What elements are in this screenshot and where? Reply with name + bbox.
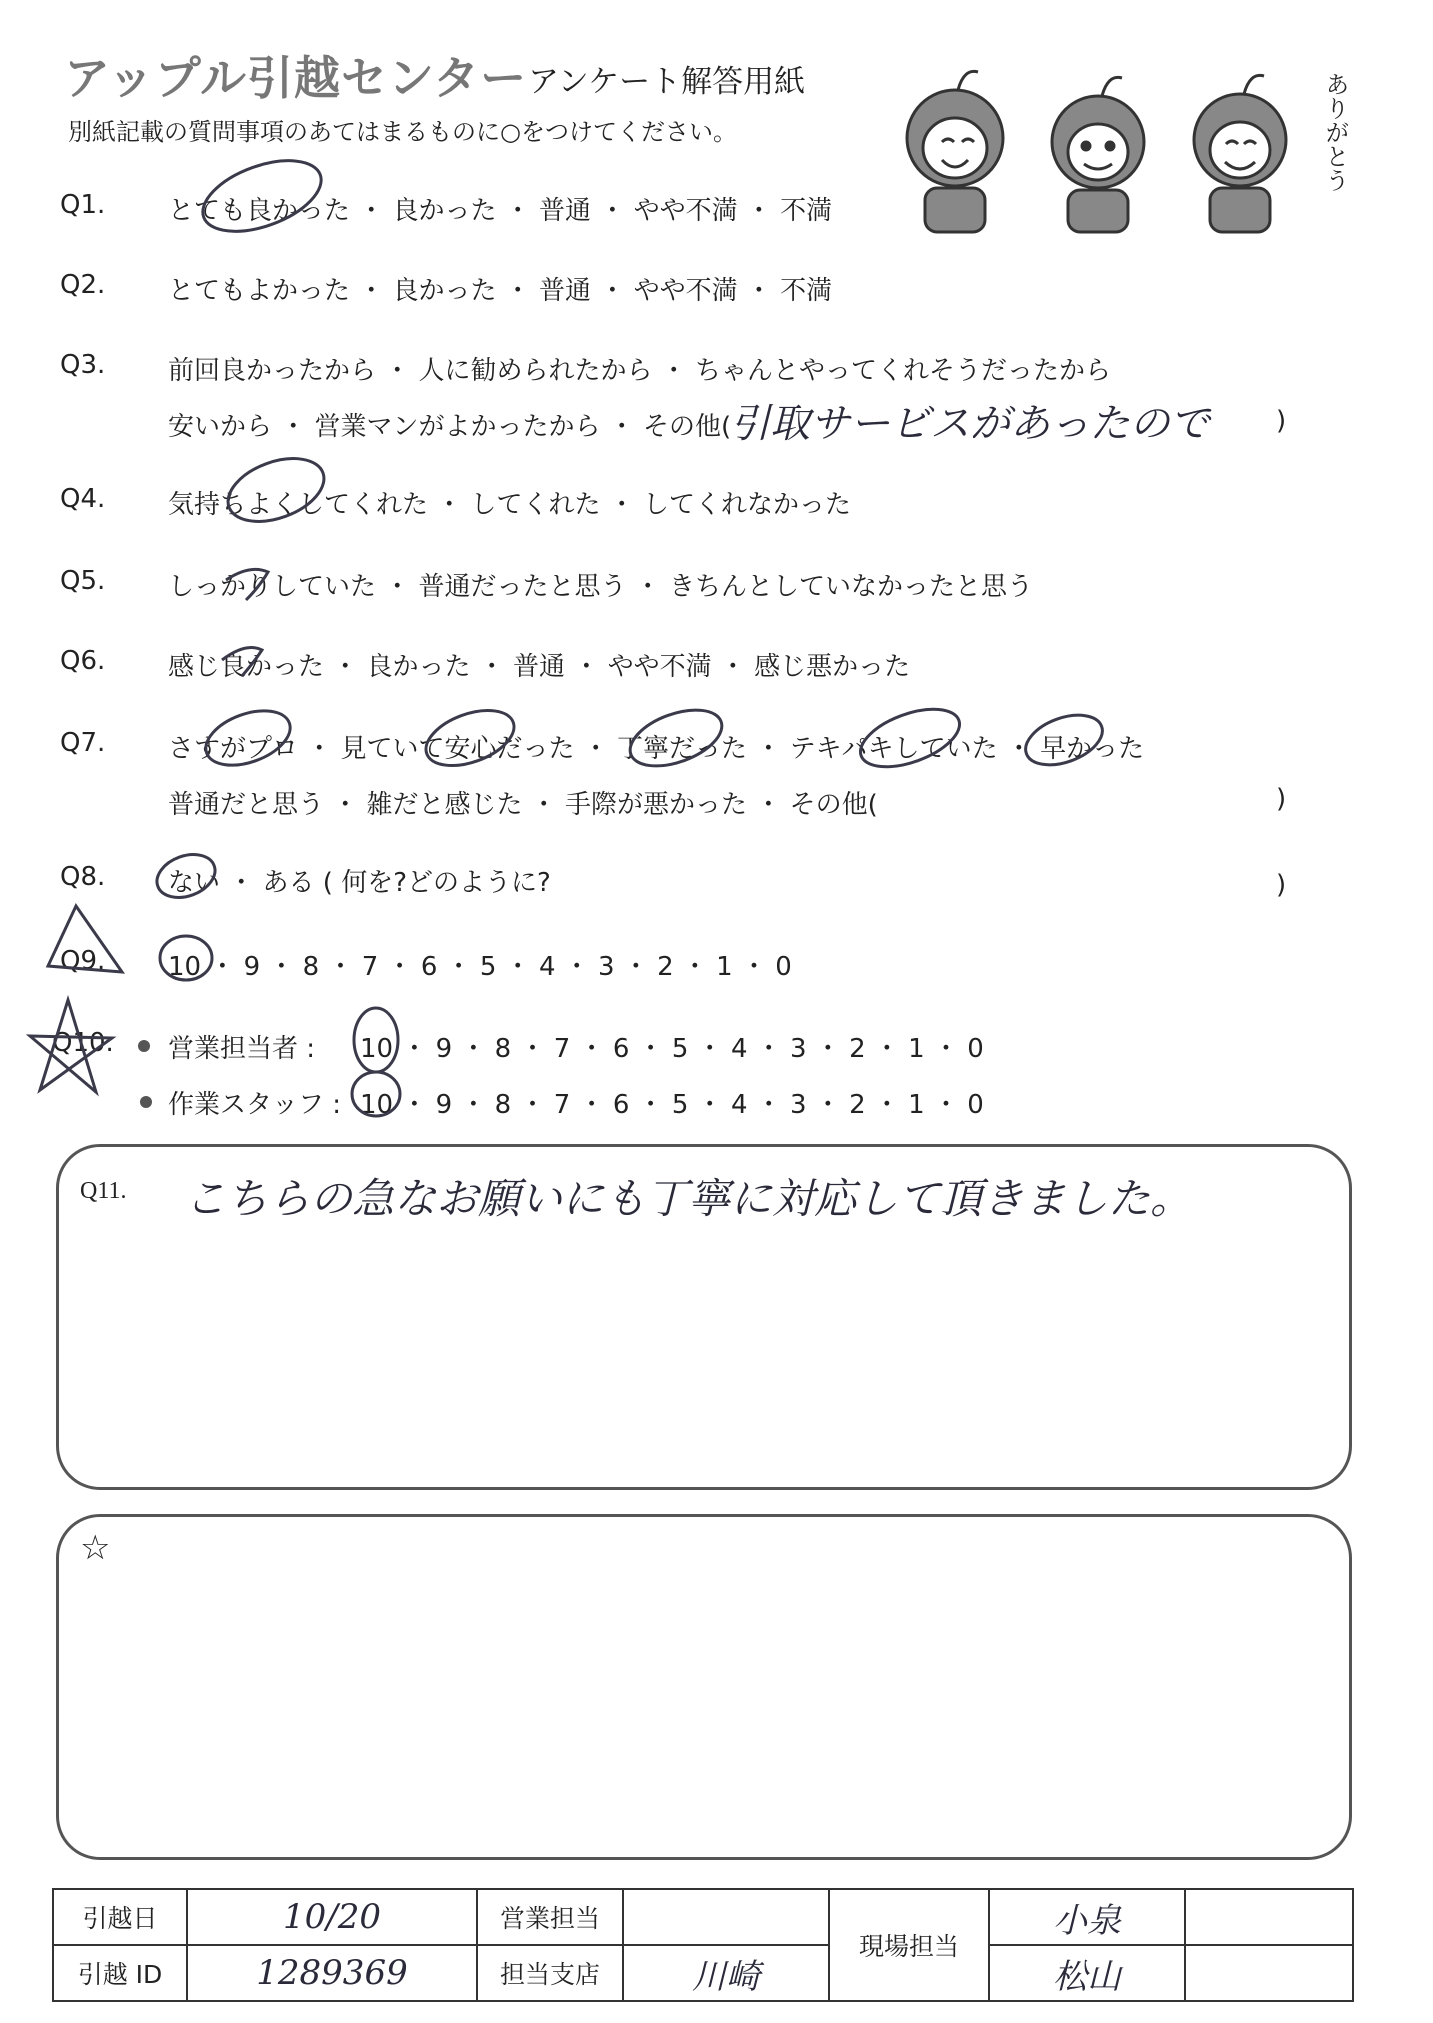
q6-label: Q6. — [60, 646, 106, 676]
q7-circle-3 — [623, 699, 730, 777]
q4-label: Q4. — [60, 484, 106, 514]
q8-options[interactable]: ない ・ ある ( 何を?どのように? — [168, 868, 551, 898]
q7-circle-4 — [853, 698, 967, 779]
q3-options-line2[interactable]: 安いから ・ 営業マンがよかったから ・ その他( — [168, 412, 732, 442]
move-id-value[interactable]: 1289369 — [187, 1945, 477, 2001]
move-id-label: 引越 ID — [53, 1945, 187, 2001]
move-date-label: 引越日 — [53, 1889, 187, 1945]
q3-options-line1[interactable]: 前回良かったから ・ 人に勧められたから ・ ちゃんとやってくれそうだったから — [168, 356, 1112, 386]
mascot-caption: ありがとう — [1321, 72, 1349, 192]
q7-close-paren: ) — [1276, 784, 1287, 814]
company-title: アップル引越センター — [64, 51, 528, 105]
q2-options[interactable]: とてもよかった ・ 良かった ・ 普通 ・ やや不満 ・ 不満 — [168, 276, 833, 306]
sales-rep-value[interactable] — [623, 1889, 829, 1945]
q10-staff-circle — [352, 1072, 400, 1116]
star-icon: ☆ — [80, 1528, 111, 1568]
q7-circle-2 — [419, 700, 522, 777]
q1-label: Q1. — [60, 190, 106, 220]
q9-answer-circle — [160, 936, 212, 980]
q3-other-handwriting: 引取サービスがあったので — [730, 401, 1210, 447]
q6-options[interactable]: 感じ良かった ・ 良かった ・ 普通 ・ やや不満 ・ 感じ悪かった — [168, 652, 911, 682]
q1-answer-circle — [193, 147, 330, 246]
instruction-text: 別紙記載の質問事項のあてはまるものに○をつけてください。 — [68, 118, 737, 146]
q10-sales-scale[interactable]: 10 ・ 9 ・ 8 ・ 7 ・ 6 ・ 5 ・ 4 ・ 3 ・ 2 ・ 1 ・ 0 — [360, 1034, 984, 1064]
empty-cell — [1185, 1945, 1353, 2001]
q10-sales-label: 営業担当者 : — [168, 1034, 316, 1064]
q10-staff-scale[interactable]: 10 ・ 9 ・ 8 ・ 7 ・ 6 ・ 5 ・ 4 ・ 3 ・ 2 ・ 1 ・ 0 — [360, 1090, 984, 1120]
q7-circle-5 — [1019, 706, 1109, 775]
q1-options[interactable]: とても良かった ・ 良かった ・ 普通 ・ やや不満 ・ 不満 — [168, 196, 833, 226]
q11-label: Q11. — [80, 1178, 127, 1204]
q10-staff-label: 作業スタッフ : — [168, 1090, 342, 1120]
q3-label: Q3. — [60, 350, 106, 380]
q8-label: Q8. — [60, 862, 106, 892]
q7-circle-1 — [198, 700, 297, 775]
empty-cell — [1185, 1889, 1353, 1945]
q11-handwriting: こちらの急なお願いにも丁寧に対応して頂きました。 — [184, 1174, 1193, 1223]
q10-star-mark — [30, 1000, 112, 1092]
branch-value[interactable]: 川崎 — [623, 1945, 829, 2001]
branch-label: 担当支店 — [477, 1945, 623, 2001]
form-name: アンケート解答用紙 — [528, 64, 806, 100]
q9-scale[interactable]: 10 ・ 9 ・ 8 ・ 7 ・ 6 ・ 5 ・ 4 ・ 3 ・ 2 ・ 1 ・ 0 — [168, 952, 792, 982]
q2-label: Q2. — [60, 270, 106, 300]
q10-sales-circle — [354, 1008, 398, 1072]
q9-label: Q9. — [60, 946, 106, 976]
q5-label: Q5. — [60, 566, 106, 596]
q4-answer-circle — [219, 447, 332, 534]
move-date-value[interactable]: 10/20 — [187, 1889, 477, 1945]
sales-rep-label: 営業担当 — [477, 1889, 623, 1945]
site-lead-value-1[interactable]: 小泉 — [989, 1889, 1185, 1945]
q3-close-paren: ) — [1276, 406, 1287, 436]
q7-options-line1[interactable]: さすがプロ ・ 見ていて安心だった ・ 丁寧だった ・ テキパキしていた ・ 早かった — [168, 734, 1145, 764]
q8-close-paren: ) — [1276, 870, 1287, 900]
q8-answer-circle — [151, 847, 221, 905]
q7-label: Q7. — [60, 728, 106, 758]
q10-label: Q10. — [52, 1028, 114, 1058]
q9-triangle-mark — [48, 906, 122, 972]
q5-options[interactable]: しっかりしていた ・ 普通だったと思う ・ きちんとしていなかったと思う — [168, 572, 1034, 602]
q7-options-line2[interactable]: 普通だと思う ・ 雑だと感じた ・ 手際が悪かった ・ その他( — [168, 790, 878, 820]
q6-check-mark — [222, 648, 262, 676]
site-lead-label: 現場担当 — [829, 1889, 989, 2001]
footer-info-table — [52, 1888, 1354, 2002]
q5-check-mark — [226, 569, 268, 600]
q4-options[interactable]: 気持ちよくしてくれた ・ してくれた ・ してくれなかった — [168, 490, 852, 520]
site-lead-value-2[interactable]: 松山 — [989, 1945, 1185, 2001]
